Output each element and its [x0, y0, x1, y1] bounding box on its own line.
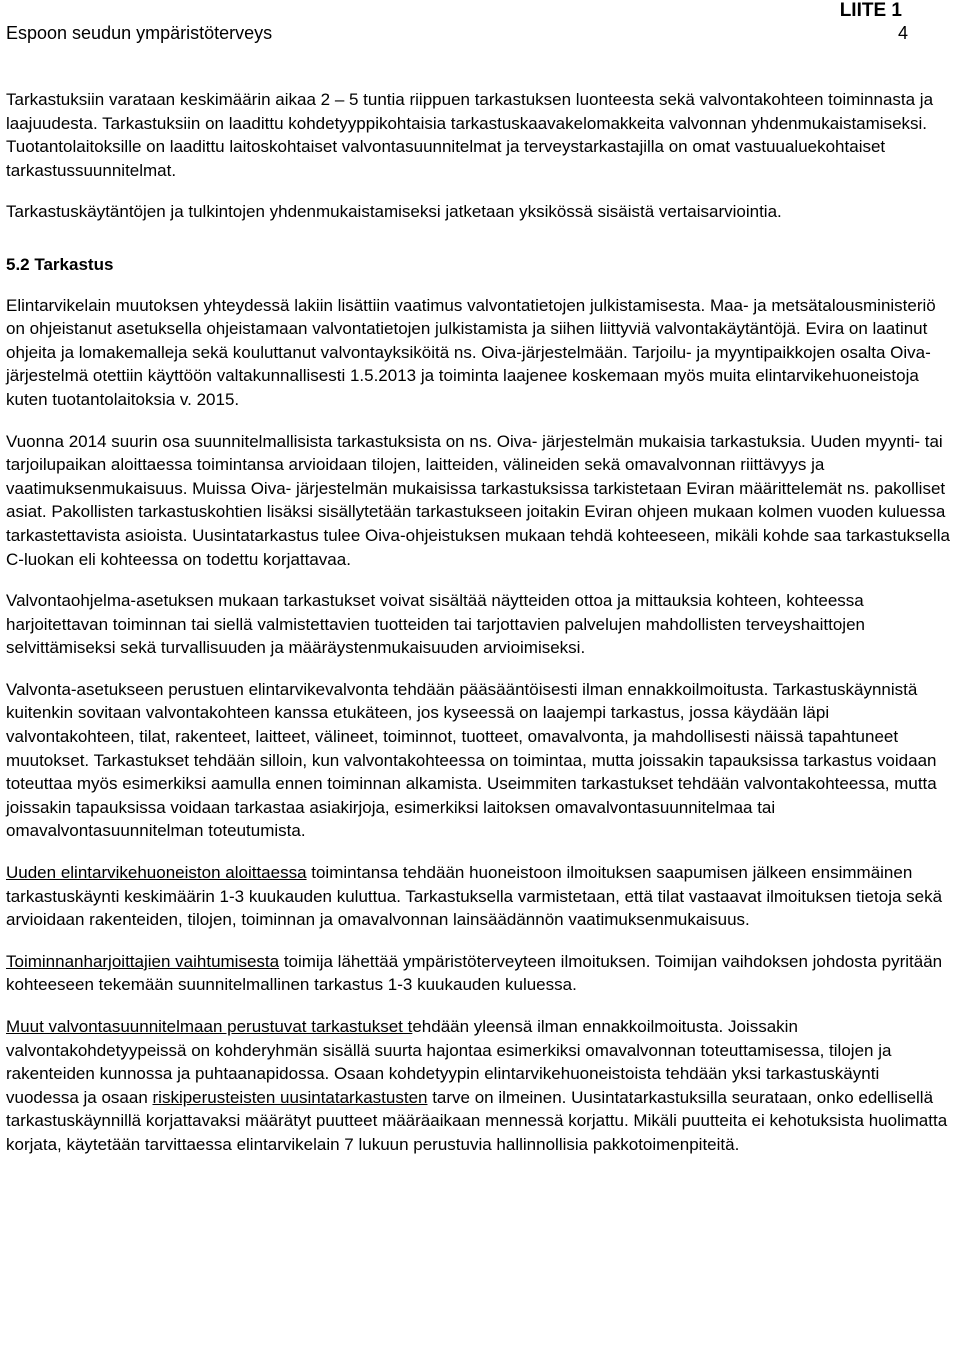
underlined-term: Muut valvontasuunnitelmaan perustuvat tarkastukset t [6, 1017, 413, 1036]
paragraph-9-text-a: ehdään yleensä ilman ennakkoilmoitusta. Joissakin valvontakohdetyypeissä on kohderyhmän sisällä suurta hajontaa esimerkiksi omavalvonnan toteuttamisessa, tilojen ja rakenteiden kunnossa ja puhtaanapidossa. Osaan kohdetyypin elintarvikehuoneistoista tehdään yksi tarkastuskäynti vuodessa ja osaan [6, 1017, 892, 1107]
organization-name: Espoon seudun ympäristöterveys [6, 23, 273, 43]
paragraph-5: Valvontaohjelma-asetuksen mukaan tarkastukset voivat sisältää näytteiden ottoa ja mittauksia kohteen, kohteessa harjoitettavan toiminnan tai siellä valmistettavien tuotteiden tai tarjottavien palvelujen mahdollisten terveyshaittojen selvittämiseksi sekä turvallisuuden ja määräystenmukaisuuden arvioimiseksi. [6, 591, 865, 658]
section-heading: 5.2 Tarkastus [6, 254, 114, 274]
underlined-term-2: riskiperusteisten uusintatarkastusten [152, 1087, 428, 1107]
paragraph-8-text: toimija lähettää ympäristöterveyteen ilmoituksen. Toimijan vaihdoksen johdosta pyritään kohteeseen tekemään suunnitelmallinen tarkastus 1-3 kuukauden kuluessa. [6, 951, 943, 995]
paragraph-7 [6, 861, 954, 932]
underlined-term: Uuden elintarvikehuoneiston aloittaessa [6, 863, 307, 883]
paragraph-2: Tarkastuskäytäntöjen ja tulkintojen yhdenmukaistamiseksi jatketaan yksikössä sisäistä vertaisarviointia. [6, 202, 782, 222]
paragraph-3: Elintarvikelain muutoksen yhteydessä lakiin lisättiin vaatimus valvontatietojen julkistamisesta. Maa- ja metsätalousministeriö on ohjeistanut asetuksella ohjeistamaan valvontatietojen julkistamista ja siihen liittyviä valvontakäytäntöjä. Evira on laatinut ohjeita ja lomakemalleja sekä kouluttanut valvontayksiköitä ns. Oiva-järjestelmään. Tarjoilu- ja myyntipaikkojen osalta Oiva-järjestelmä otettiin käyttöön valtakunnallisesti 1.5.2013 ja toiminta laajenee koskemaan myös muita elintarvikehuoneistoja kuten tuotantolaitoksia v. 2015. [6, 295, 936, 409]
document-body [6, 88, 954, 1175]
paragraph-9 [6, 1015, 954, 1157]
paragraph-8 [6, 950, 954, 997]
appendix-label: LIITE 1 [839, 0, 902, 21]
paragraph-1: Tarkastuksiin varataan keskimäärin aikaa 2 – 5 tuntia riippuen tarkastuksen luonteesta sekä valvontakohteen toiminnasta ja laajuudesta. Tarkastuksiin on laadittu kohdetyyppikohtaisia tarkastuskaavakelomakkeita valvonnan yhdenmukaistamiseksi. Tuotantolaitoksille on laadittu laitoskohtaiset valvontasuunnitelmat ja terveystarkastajilla on omat vastuualuekohtaiset tarkastussuunnitelmat. [6, 90, 934, 180]
underlined-term: Toiminnanharjoittajien vaihtumisesta [6, 951, 280, 971]
page-header [6, 22, 908, 44]
page-number: 4 [897, 23, 908, 43]
paragraph-4: Vuonna 2014 suurin osa suunnitelmallisista tarkastuksista on ns. Oiva- järjestelmän mukaisia tarkastuksia. Uuden myynti- tai tarjoilupaikan aloittaessa toimintansa arvioidaan tilojen, laitteiden, välineiden sekä omavalvonnan riittävyys ja vaatimuksenmukaisuus. Muissa Oiva- järjestelmän mukaisissa tarkastuksissa tarkistetaan Eviran määrittelemät ns. pakolliset asiat. Pakollisten tarkastuskohtien lisäksi sisällytetään tarkastukseen joitakin Eviran ohjeen mukaan kolmen vuoden kuluessa tarkastettavista asioista. Uusintatarkastus tulee Oiva-ohjeistuksen mukaan tehdä kohteeseen, mikäli kohde saa tarkastuksella C-luokan eli kohteessa on todettu korjattavaa. [6, 431, 950, 569]
paragraph-7-text: toimintansa tehdään huoneistoon ilmoituksen saapumisen jälkeen ensimmäinen tarkastuskäynti keskimäärin 1-3 kuukauden kuluttua. Tarkastuksella varmistetaan, että tilat vastaavat ilmoituksen tietoja sekä arvioidaan rakenteiden, tilojen, toiminnan ja omavalvonnan lainsäädännön vaatimuksenmukaisuus. [6, 863, 943, 930]
paragraph-6: Valvonta-asetukseen perustuen elintarvikevalvonta tehdään pääsääntöisesti ilman ennakkoilmoitusta. Tarkastuskäynnistä kuitenkin sovitaan valvontakohteen kanssa etukäteen, jos kyseessä on laajempi tarkastus, jossa käydään läpi valvontakohteen, tilat, rakenteet, laitteet, välineet, toiminnot, tuotteet, omavalvonta, ja mahdollisesti näissä tapahtuneet muutokset. Tarkastukset tehdään silloin, kun valvontakohteessa on toimintaa, mutta joissakin tapauksissa tarkastus voidaan toteuttaa myös esimerkiksi aamulla ennen toiminnan alkamista. Useimmiten tarkastukset tehdään valvontakohteessa, mutta joissakin tapauksissa voidaan tarkastaa asiakirjoja, esimerkiksi laitoksen omavalvontasuunnitelmaa tai omavalvontasuunnitelman toteutumista. [6, 679, 937, 841]
paragraph-9-text-b: tarve on ilmeinen. Uusintatarkastuksilla seurataan, onko edellisellä tarkastuskäynnillä korjattavaksi määrätyt puutteet määräaikaan mennessä korjattu. Mikäli puutteita ei kehotuksista huolimatta korjata, käytetään tarvittaessa elintarvikelain 7 lukuun perustuvia hallinnollisia pakkotoimenpiteitä. [6, 1087, 948, 1154]
